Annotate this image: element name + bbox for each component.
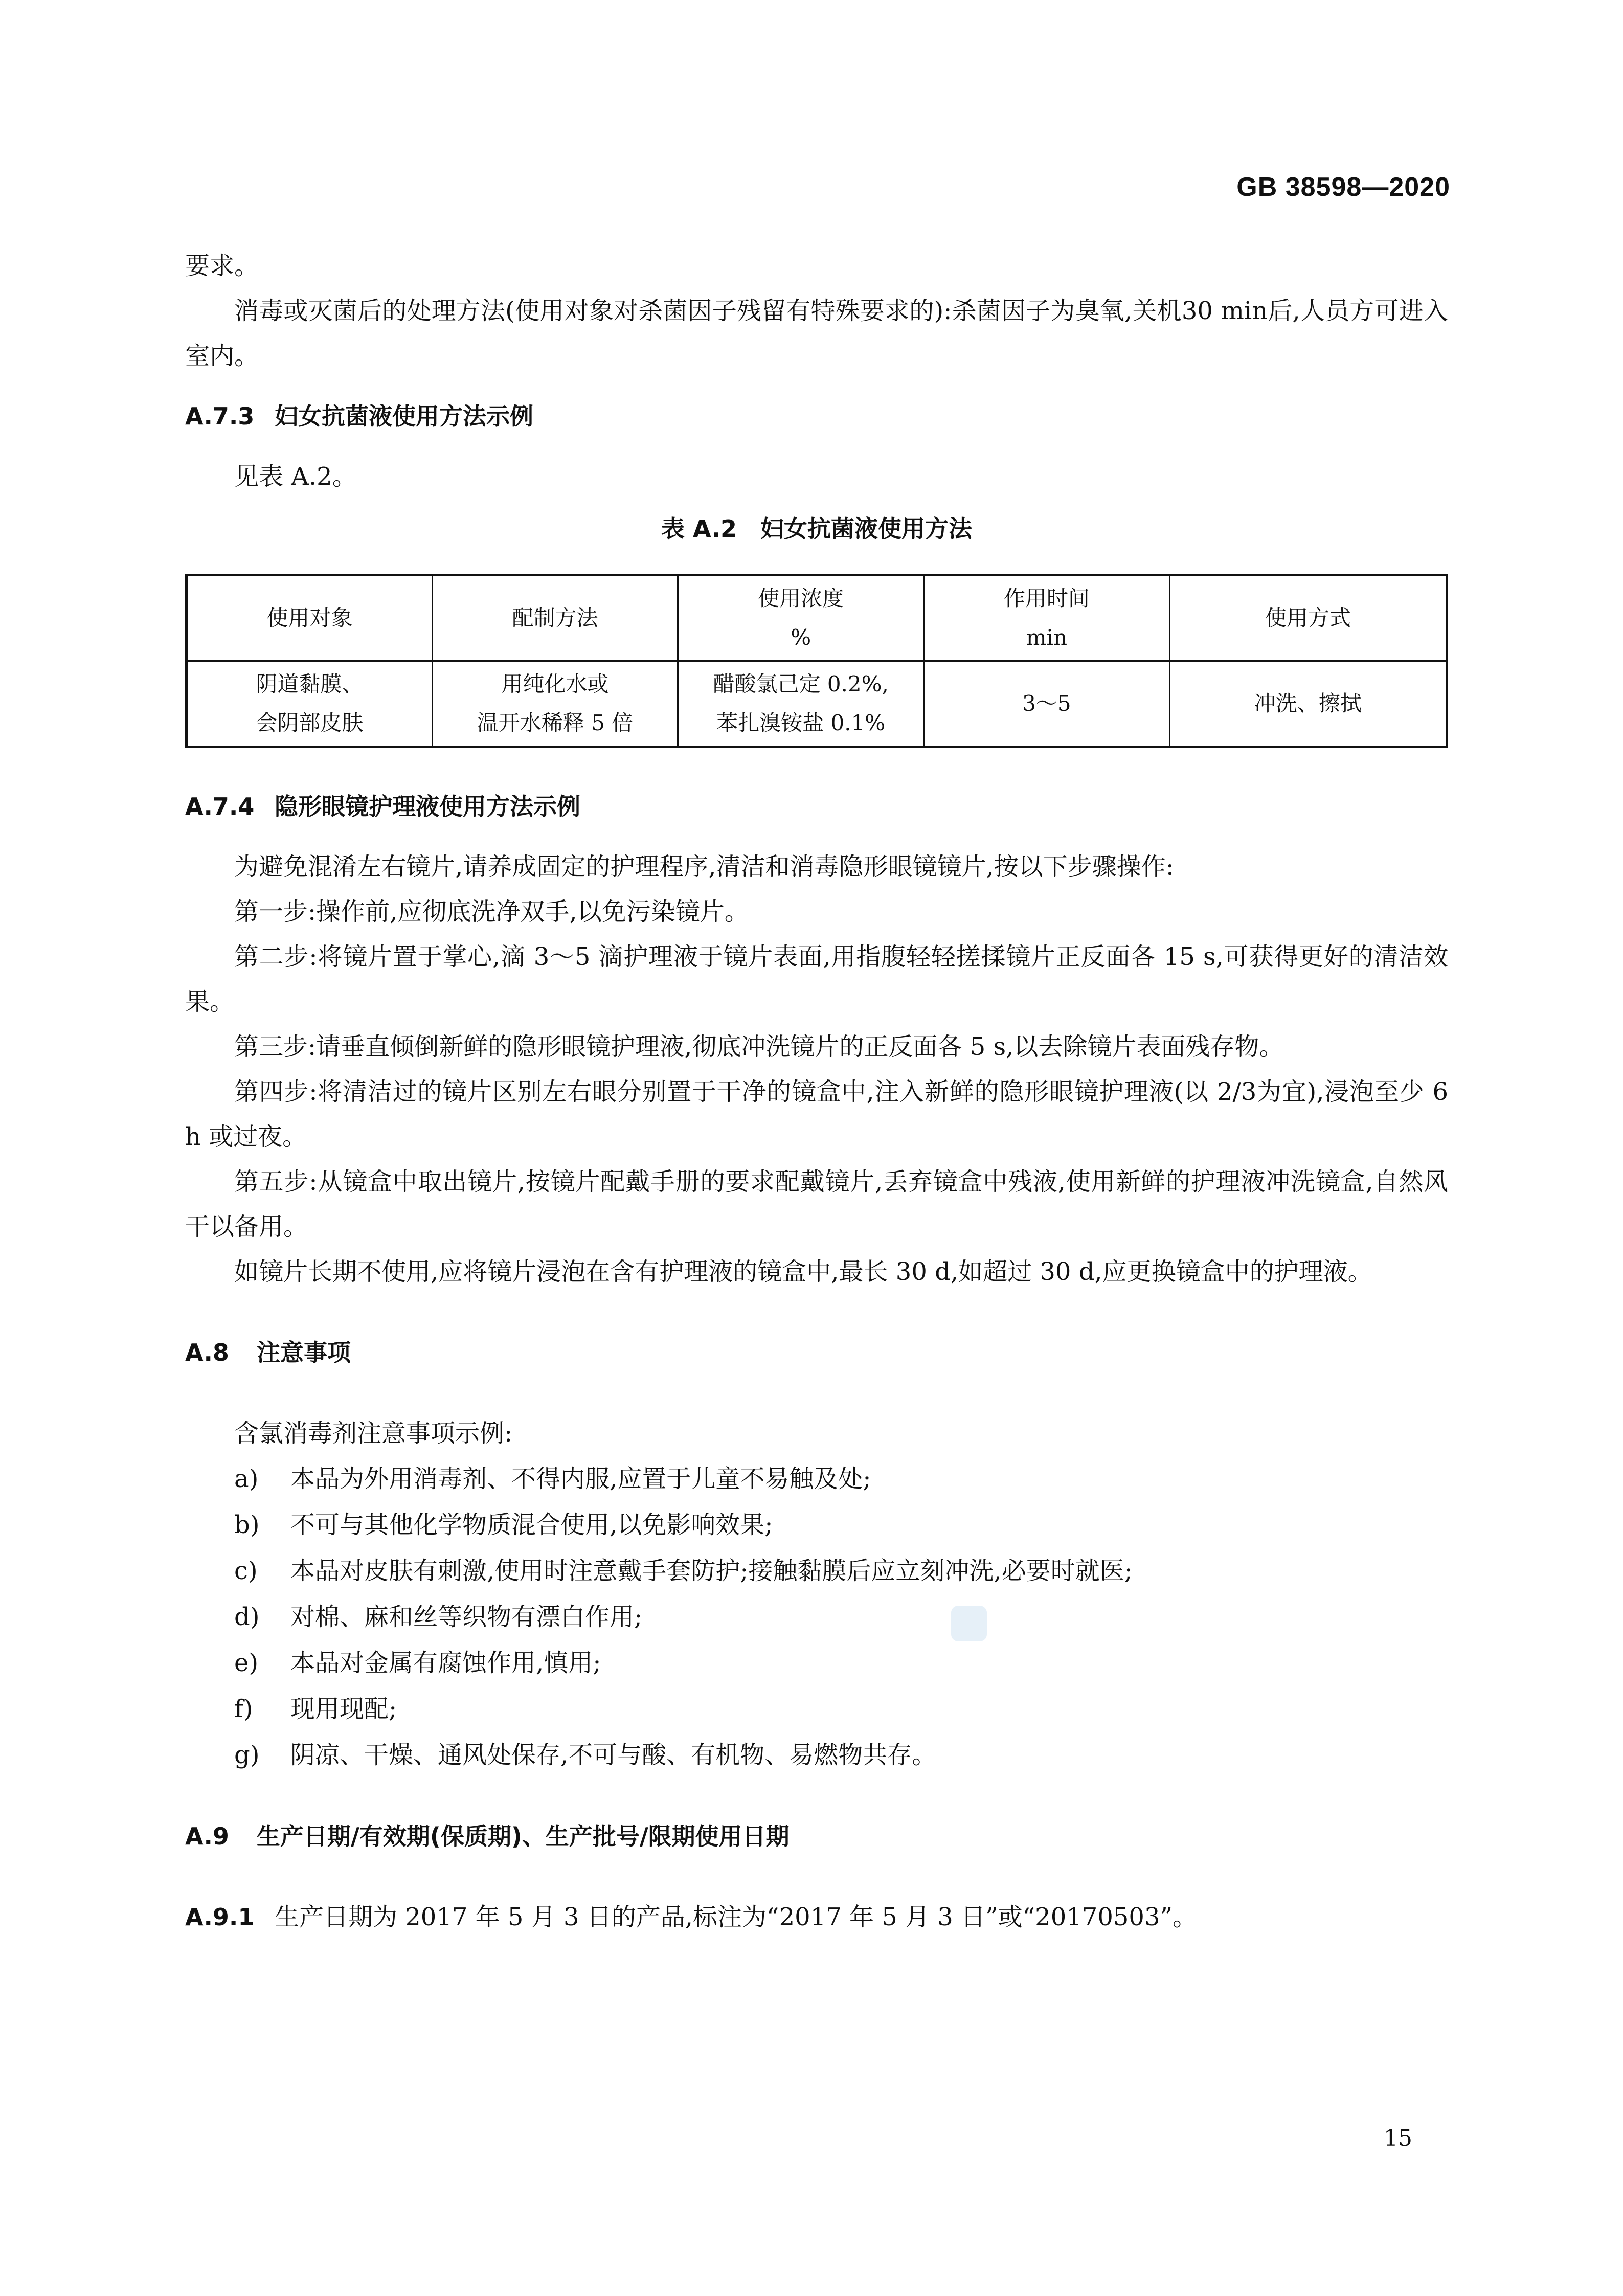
paragraph: 第二步:将镜片置于掌心,滴 3～5 滴护理液于镜片表面,用指腹轻轻搓揉镜片正反面各 15 s,可获得更好的清洁效果。 xyxy=(185,942,1448,1016)
table-cell: 3～5 xyxy=(924,661,1170,747)
table-cell: 阴道黏膜、 会阴部皮肤 xyxy=(187,661,433,747)
list-item: b) 不可与其他化学物质混合使用,以免影响效果; xyxy=(234,1511,773,1539)
spacer xyxy=(185,1778,1448,1814)
header-cell: 作用时间 min xyxy=(924,575,1170,661)
header-cell: 使用对象 xyxy=(187,575,433,661)
table-row xyxy=(187,661,1447,747)
section-text: 生产日期为 2017 年 5 月 3 日的产品,标注为“2017 年 5 月 3 日”或“20170503”。 xyxy=(275,1903,1198,1931)
page-number: 15 xyxy=(1384,2125,1412,2151)
section-title: 生产日期/有效期(保质期)、生产批号/限期使用日期 xyxy=(257,1822,790,1850)
list-item: a) 本品为外用消毒剂、不得内服,应置于儿童不易触及处; xyxy=(234,1465,871,1493)
paragraph: 第一步:操作前,应彻底洗净双手,以免污染镜片。 xyxy=(234,897,749,926)
intro-paragraph: 消毒或灭菌后的处理方法(使用对象对杀菌因子残留有特殊要求的):杀菌因子为臭氧,关机30 min后,人员方可进入室内。 xyxy=(185,297,1448,370)
list-item: d) 对棉、麻和丝等织物有漂白作用; xyxy=(234,1603,643,1631)
section-a91-paragraph xyxy=(185,1895,1448,1940)
table-cell: 用纯化水或 温开水稀释 5 倍 xyxy=(432,661,678,747)
spacer xyxy=(185,748,1448,784)
spacer xyxy=(185,829,1448,844)
spacer xyxy=(185,1859,1448,1895)
section-number: A.9.1 xyxy=(185,1903,255,1931)
section-heading-a74 xyxy=(185,784,1448,829)
section-number: A.7.3 xyxy=(185,402,255,430)
section-heading-a73 xyxy=(185,394,1448,439)
paragraph: 为避免混淆左右镜片,请养成固定的护理程序,清洁和消毒隐形眼镜镜片,按以下步骤操作: xyxy=(234,852,1174,881)
section-title: 妇女抗菌液使用方法示例 xyxy=(275,402,533,430)
table-cell: 醋酸氯己定 0.2%, 苯扎溴铵盐 0.1% xyxy=(678,661,924,747)
table-cell: 冲洗、擦拭 xyxy=(1169,661,1447,747)
spacer xyxy=(185,1375,1448,1411)
section-number: A.9 xyxy=(185,1822,229,1850)
section-number: A.8 xyxy=(185,1339,229,1366)
list-item: f) 现用现配; xyxy=(234,1695,397,1723)
paragraph: 如镜片长期不使用,应将镜片浸泡在含有护理液的镜盒中,最长 30 d,如超过 30 d,应更换镜盒中的护理液。 xyxy=(234,1257,1372,1286)
standard-code: GB 38598—2020 xyxy=(1236,172,1450,202)
paragraph: 第三步:请垂直倾倒新鲜的隐形眼镜护理液,彻底冲洗镜片的正反面各 5 s,以去除镜片表面残存物。 xyxy=(234,1032,1284,1061)
list-item: g) 阴凉、干燥、通风处保存,不可与酸、有机物、易燃物共存。 xyxy=(234,1741,937,1769)
document-body xyxy=(185,243,1448,1940)
spacer xyxy=(185,439,1448,454)
header-cell: 使用方式 xyxy=(1169,575,1447,661)
usage-table xyxy=(185,574,1448,748)
section-heading-a8 xyxy=(185,1330,1448,1375)
section-title: 注意事项 xyxy=(257,1339,351,1366)
section-number: A.7.4 xyxy=(185,793,255,820)
paragraph: 第五步:从镜盒中取出镜片,按镜片配戴手册的要求配戴镜片,丢弃镜盒中残液,使用新鲜的护理液冲洗镜盒,自然风干以备用。 xyxy=(185,1167,1448,1241)
list-intro: 含氯消毒剂注意事项示例: xyxy=(234,1419,513,1448)
header-cell: 使用浓度 % xyxy=(678,575,924,661)
paragraph: 第四步:将清洁过的镜片区别左右眼分别置于干净的镜盒中,注入新鲜的隐形眼镜护理液(以 2/3为宜),浸泡至少 6 h 或过夜。 xyxy=(185,1077,1448,1151)
header-cell: 配制方法 xyxy=(432,575,678,661)
section-heading-a9 xyxy=(185,1814,1448,1859)
intro-line: 要求。 xyxy=(185,252,259,280)
list-item: c) 本品对皮肤有刺激,使用时注意戴手套防护;接触黏膜后应立刻冲洗,必要时就医; xyxy=(234,1557,1133,1585)
spacer xyxy=(185,378,1448,394)
table-title: 表 A.2 妇女抗菌液使用方法 xyxy=(661,515,972,543)
spacer xyxy=(185,1294,1448,1330)
section-title: 隐形眼镜护理液使用方法示例 xyxy=(275,793,580,820)
watermark-icon xyxy=(951,1606,987,1641)
list-item: e) 本品对金属有腐蚀作用,慎用; xyxy=(234,1649,601,1677)
table-header-row xyxy=(187,575,1447,661)
table-reference: 见表 A.2。 xyxy=(234,462,357,491)
